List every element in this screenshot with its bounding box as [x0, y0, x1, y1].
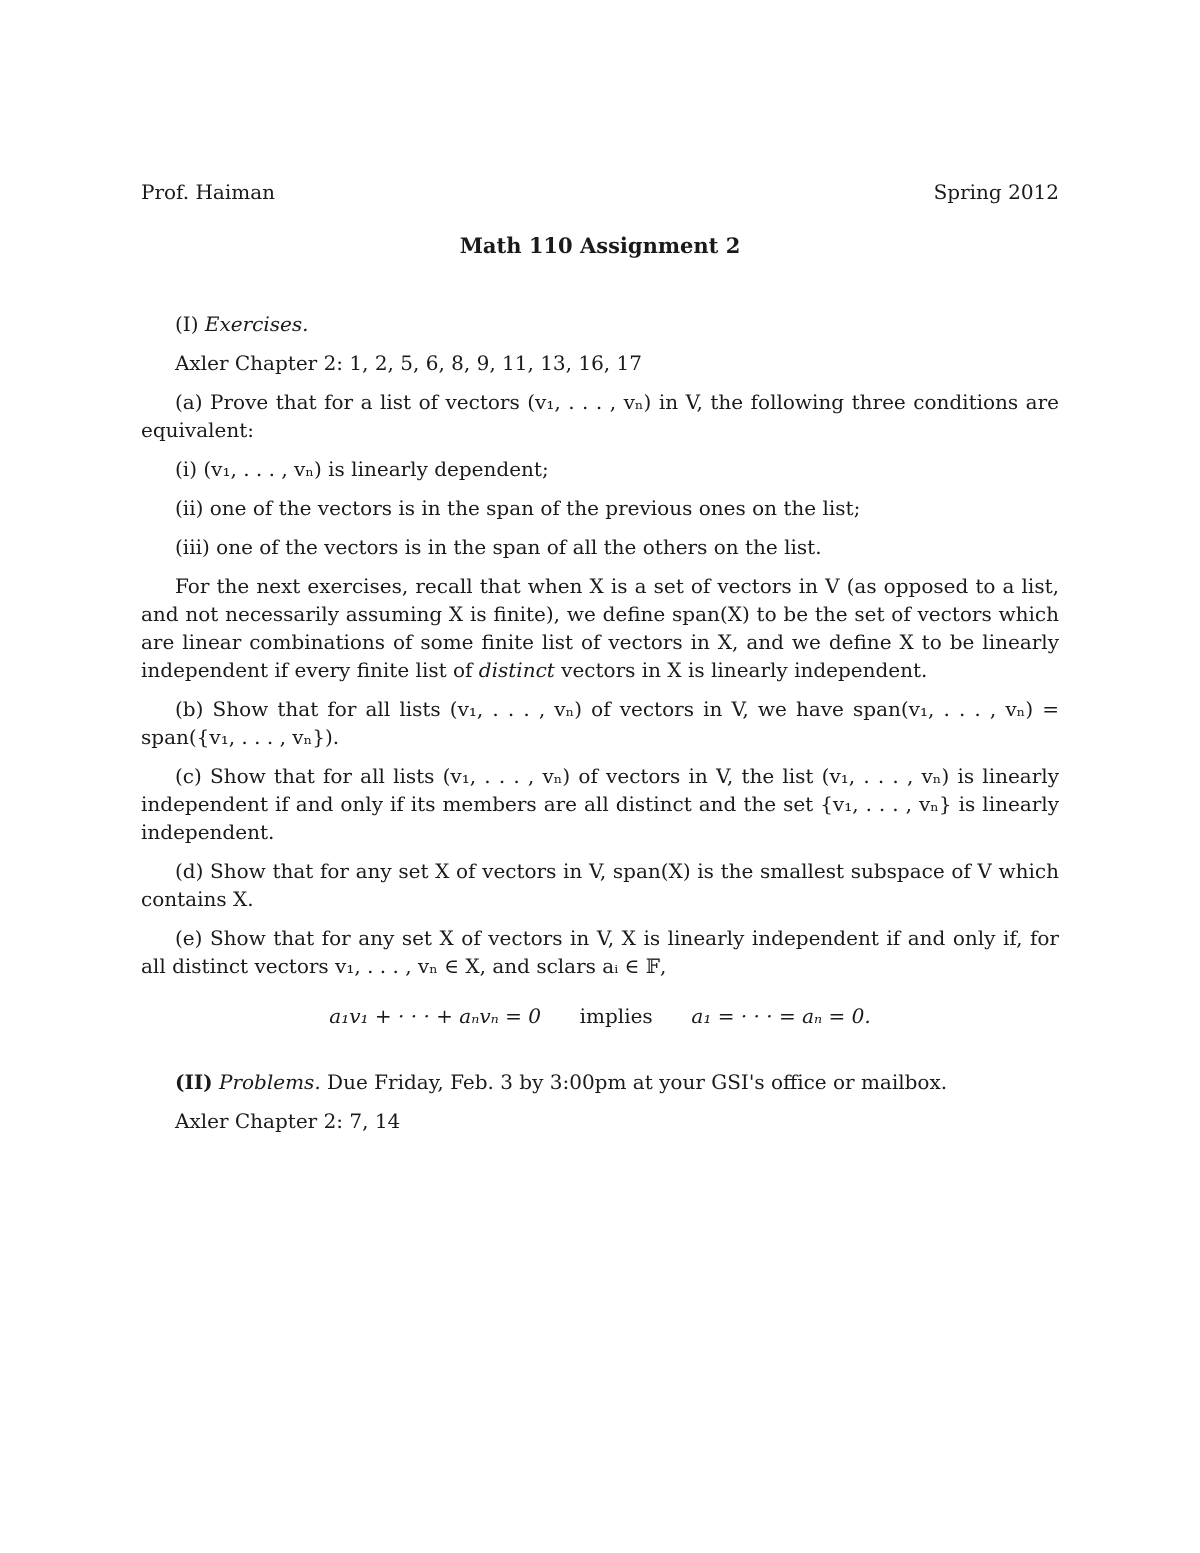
page-header	[141, 180, 1059, 204]
condition-ii: (ii) one of the vectors is in the span of the previous ones on the list;	[175, 496, 861, 520]
exercise-a: (a) Prove that for a list of vectors (v₁, . . . , vₙ) in V, the following three conditions are equivalent:	[141, 390, 1059, 442]
instructor-name: Prof. Haiman	[141, 180, 275, 204]
display-equation	[141, 1002, 1059, 1030]
part2-heading-text: Problems.	[219, 1070, 321, 1094]
equation-left: a₁v₁ + · · · + aₙvₙ = 0	[329, 1004, 541, 1028]
equation-right: a₁ = · · · = aₙ = 0.	[691, 1004, 871, 1028]
condition-iii: (iii) one of the vectors is in the span of all the others on the list.	[175, 535, 822, 559]
exercise-c: (c) Show that for all lists (v₁, . . . , vₙ) of vectors in V, the list (v₁, . . . , vₙ) is linearly independent if and only if its members are all distinct and the set {v₁, . . . , vₙ} is linearly independent.	[141, 764, 1059, 844]
problems-list: Axler Chapter 2: 7, 14	[175, 1109, 401, 1133]
term: Spring 2012	[933, 180, 1059, 204]
due-date: Due Friday, Feb. 3 by 3:00pm at your GSI's office or mailbox.	[327, 1070, 948, 1094]
equation-implies: implies	[579, 1004, 653, 1028]
exercise-e: (e) Show that for any set X of vectors in V, X is linearly independent if and only if, for all distinct vectors v₁, . . . , vₙ ∈ X, and sclars aᵢ ∈ 𝔽,	[141, 926, 1059, 978]
exercise-b: (b) Show that for all lists (v₁, . . . , vₙ) of vectors in V, we have span(v₁, . . . , vₙ) = span({v₁, . . . , vₙ}).	[141, 697, 1059, 749]
part2-heading	[141, 1068, 1059, 1096]
document-body	[141, 310, 1059, 1146]
part1-heading	[141, 310, 1059, 338]
definitions-paragraph	[141, 572, 1059, 684]
definitions-text: For the next exercises, recall that when X is a set of vectors in V (as opposed to a list, and not necessarily assuming X is finite), we define span(X) to be the set of vectors which are linear combinations of some finite list of vectors in X, and we define X to be linearly independent if every finite list of	[141, 574, 1059, 682]
exercise-d: (d) Show that for any set X of vectors in V, span(X) is the smallest subspace of V which contains X.	[141, 859, 1059, 911]
part1-heading-text: Exercises.	[204, 312, 309, 336]
document-title: Math 110 Assignment 2	[459, 233, 741, 258]
definitions-text-end: vectors in X is linearly independent.	[561, 658, 928, 682]
part2-label: (II)	[175, 1070, 213, 1094]
part1-label: (I)	[175, 312, 199, 336]
condition-i: (i) (v₁, . . . , vₙ) is linearly dependent;	[175, 457, 549, 481]
exercises-list: Axler Chapter 2: 1, 2, 5, 6, 8, 9, 11, 13, 16, 17	[175, 351, 642, 375]
definitions-emphasis: distinct	[478, 658, 555, 682]
